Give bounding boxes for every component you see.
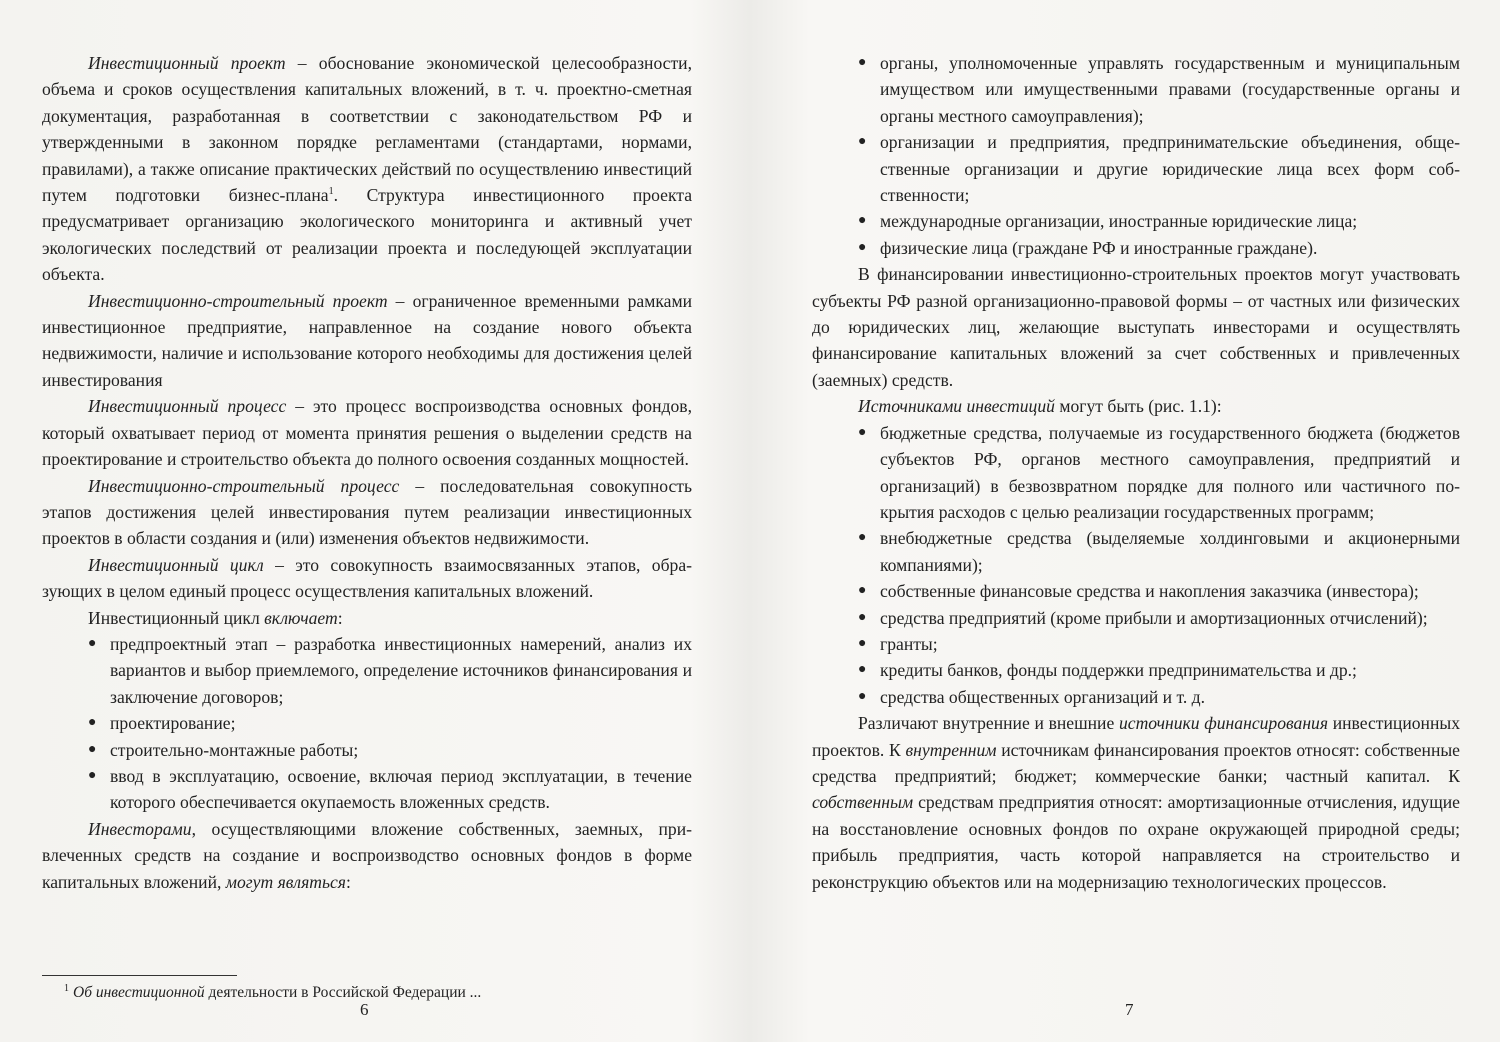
list-item-text: международные организации, иностранные юридические лица; [880, 211, 1358, 232]
term: Инвесторами [88, 818, 192, 839]
paragraph-text: , осуществляющими вложение собственных, заемных, привлеченных средств на создание и воспроизводство основных фондов в форме капитальных вложений, [42, 818, 692, 892]
list-item [858, 208, 1460, 234]
bullet-icon: ● [858, 424, 867, 440]
term: источники финансирования [1118, 713, 1329, 734]
paragraph-text: – обоснование экономической целесообразности, объема и сроков осуществления капитальных вложений, в т. ч. проектно-сметная документация, разработанная в соответствии с законодательством РФ и утвержденными в законном порядке регламентами (стандартами, нормами, правилами), а также описание практических действий по осуществлению инвестиций путем подготовки бизнес-плана [42, 53, 692, 206]
sources-list [858, 420, 1460, 710]
term: Инвестиционно-строительный проект [88, 290, 388, 311]
footnote-term: Об инвестиционной [73, 984, 205, 1001]
bullet-icon: ● [858, 530, 867, 546]
page-number-left: 6 [360, 1000, 369, 1019]
list-item-text: средства предприятий (кроме прибыли и амортизационных отчислений); [880, 607, 1428, 628]
list-item-text: органы, уполномоченные управлять государственным и муниципальным имуществом или имущественными правами (государственные органы и органы местного самоуправления); [880, 53, 1460, 126]
list-item-text: внебюджетные средства (выделяемые холдинговыми и акционерными компаниями); [880, 528, 1460, 575]
paragraph-construction-project [42, 288, 692, 394]
paragraph-text: – последовательная совокупность этапов достижения целей инвестирования путем реализации инвестиционных проектов в области создания и (или) изменения объектов недвижимости. [42, 475, 692, 549]
list-item-text: гранты; [880, 633, 938, 654]
paragraph-text: средствам предприятия относят: амортизационные отчисления, идущие на восстановление основных фондов по охране окружающей природной среды; прибыль предприятия, часть которой направляется на строительство и реконструкцию объектов или на модернизацию технологических процессов. [812, 792, 1460, 892]
list-item [858, 631, 1460, 657]
right-page [812, 50, 1460, 895]
list-item [858, 525, 1460, 578]
list-item [88, 737, 692, 763]
paragraph-investors [42, 816, 692, 895]
paragraph-text: инвестиционных проектов. К [812, 713, 1460, 760]
paragraph-text: – это совокупность взаимосвязанных этапов, образующих в целом единый процесс осуществления капитальных вложений. [42, 554, 692, 602]
paragraph-investment-process [42, 393, 692, 472]
list-item [858, 578, 1460, 604]
paragraph-text: В финансировании инвестиционно-строительных проектов могут участвовать субъекты РФ разной организационно-правовой формы – от частных или физических до юридических лиц, желающие выступать инвесторами и осуществлять финансирование капитальных вложений за счет собственных и привлеченных (заемных) средств. [812, 264, 1460, 390]
list-item [88, 710, 692, 736]
list-item-text: предпроектный этап – разработка инвестиционных намерений, анализ их вариантов и выбор приемлемого, определение источников финансирования и заключение договоров; [110, 633, 692, 707]
bullet-icon: ● [858, 583, 867, 599]
list-item [858, 129, 1460, 208]
paragraph-text: Инвестиционный цикл [88, 607, 265, 628]
bullet-icon: ● [88, 715, 97, 731]
bullet-icon: ● [858, 239, 867, 255]
paragraph-text: Различают внутренние и внешние [858, 713, 1119, 734]
cycle-stages-list [88, 631, 692, 816]
term: Инвестиционно-строительный процесс [88, 475, 400, 496]
paragraph-financing-participants [812, 261, 1460, 393]
investors-list [858, 50, 1460, 261]
paragraph-investment-cycle [42, 552, 692, 605]
paragraph-text: : [345, 871, 351, 892]
term: Инвестиционный процесс [88, 396, 287, 417]
list-item-text: ввод в эксплуатацию, освоение, включая период эксплуатации, в течение которого обеспечивается окупаемость вложенных средств. [110, 765, 692, 813]
bullet-icon: ● [858, 688, 867, 704]
list-item [858, 684, 1460, 710]
bullet-icon: ● [858, 134, 867, 150]
paragraph-construction-process [42, 473, 692, 552]
list-item-text: кредиты банков, фонды поддержки предпринимательства и др.; [880, 660, 1357, 681]
footnote-text: деятельности в Российской Федерации ... [204, 984, 482, 1001]
list-item [858, 420, 1460, 526]
footnote-ref[interactable]: 1 [328, 186, 334, 198]
footnote-divider [42, 975, 237, 976]
list-item-text: организации и предприятия, предпринимательские объединения, общественные организации и другие юридические лица всех форм собственности; [880, 132, 1460, 206]
term: включает [264, 607, 338, 628]
paragraph-text: – это процесс воспроизводства основных фондов, который охватывает период от момента принятия решения о выделении средств на проектирование и строительство объекта до полного освоения созданных мощностей. [42, 396, 692, 470]
page-number-right: 7 [1125, 1000, 1134, 1019]
bullet-icon: ● [88, 767, 97, 783]
paragraph-text: . Структура инвестиционного проекта предусматривает организацию экологического мониторинга и активный учет экологических последствий от реализации проекта и последующей эксплуатации объекта. [42, 185, 692, 285]
list-item [88, 631, 692, 710]
list-item-text: бюджетные средства, получаемые из государственного бюджета (бюджетов субъектов РФ, органов местного самоуправления, предприятий и организаций) в безвозвратном порядке для полного или частичного покрытия расходов с целью реализации государственных программ; [880, 422, 1460, 522]
bullet-icon: ● [858, 662, 867, 678]
bullet-icon: ● [858, 635, 867, 651]
term: Инвестиционный цикл [88, 554, 264, 575]
paragraph-cycle-includes [42, 605, 692, 631]
bullet-icon: ● [88, 741, 97, 757]
paragraph-investment-sources [812, 393, 1460, 419]
list-item [858, 657, 1460, 683]
list-item-text: строительно-монтажные работы; [110, 739, 359, 760]
paragraph-text: : [337, 607, 343, 628]
paragraph-internal-external-sources [812, 710, 1460, 895]
term: Источниками инвестиций [858, 396, 1055, 417]
list-item-text: средства общественных организаций и т. д. [880, 686, 1205, 707]
list-item-text: физические лица (граждане РФ и иностранные граждане). [880, 237, 1318, 258]
list-item-text: собственные финансовые средства и накопления заказчика (инвестора); [880, 581, 1419, 602]
list-item-text: проектирование; [110, 713, 236, 734]
term: могут являться [225, 871, 346, 892]
bullet-icon: ● [88, 635, 97, 651]
term: внутренним [905, 739, 997, 760]
bullet-icon: ● [858, 609, 867, 625]
list-item [88, 763, 692, 816]
paragraph-text: источникам финансирования проектов относят: собственные средства предприятий; бюджет; коммерческие банки; частный капитал. К [812, 739, 1460, 786]
list-item [858, 50, 1460, 129]
bullet-icon: ● [858, 213, 867, 229]
term: собственным [812, 792, 914, 813]
term: Инвестиционный проект [88, 53, 286, 73]
list-item [858, 605, 1460, 631]
footnote [64, 983, 481, 1002]
left-page [42, 50, 692, 895]
list-item [858, 235, 1460, 261]
paragraph-text: могут быть (рис. 1.1): [1054, 396, 1222, 417]
bullet-icon: ● [858, 55, 867, 70]
paragraph-text: – ограниченное временными рамками инвестиционное предприятие, направленное на создание нового объекта недвижимости, наличие и использование которого необходимы для достижения целей инвестирования [42, 290, 692, 390]
paragraph-investment-project [42, 50, 692, 288]
footnote-mark: 1 [64, 983, 69, 994]
